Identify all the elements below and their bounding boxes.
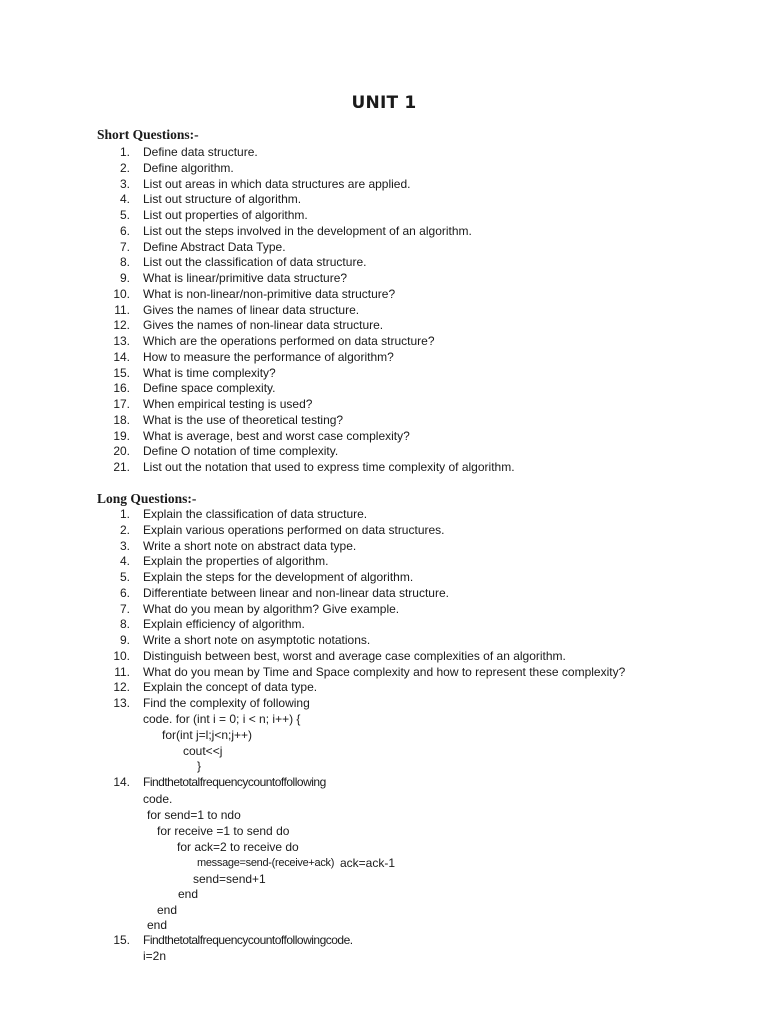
q14-code-line: for receive =1 to send do	[157, 824, 290, 838]
question-item	[0, 161, 768, 177]
question-text: What is time complexity?	[143, 365, 276, 380]
question-item	[0, 554, 768, 570]
question-item	[0, 366, 768, 382]
question-item	[0, 255, 768, 271]
question-item	[0, 287, 768, 303]
question-number: 17.	[113, 397, 130, 411]
question-text: What do you mean by Time and Space complexity and how to represent these complexity?	[143, 664, 626, 679]
question-number: 4.	[119, 192, 130, 207]
question-number: 19.	[113, 428, 130, 443]
question-item	[0, 696, 768, 712]
q15-text: Findthetotalfrequencycountoffollowingcode.	[143, 933, 353, 947]
question-number: 10.	[113, 648, 130, 663]
question-item	[0, 177, 768, 193]
question-number: 12.	[113, 318, 130, 333]
question-number: 3.	[119, 176, 130, 191]
question-item	[0, 570, 768, 586]
q14-code-line: ack=ack-1	[340, 856, 396, 870]
question-number: 1.	[119, 507, 130, 521]
question-text: Define algorithm.	[143, 160, 234, 175]
question-text: When empirical testing is used?	[143, 397, 313, 411]
question-text: Explain the properties of algorithm.	[143, 554, 329, 569]
question-number: 4.	[119, 554, 130, 569]
question-text: What is average, best and worst case complexity?	[143, 428, 410, 443]
question-number: 18.	[113, 412, 130, 427]
question-item	[0, 665, 768, 681]
question-text: Explain efficiency of algorithm.	[143, 617, 305, 632]
question-item	[0, 680, 768, 696]
question-text: Explain the steps for the development of algorithm.	[143, 570, 414, 584]
question-text: How to measure the performance of algorithm?	[143, 349, 394, 364]
question-text: Gives the names of non-linear data structure.	[143, 318, 384, 333]
question-item	[0, 460, 768, 476]
question-text: Which are the operations performed on data structure?	[143, 334, 435, 348]
page-title: UNIT 1	[351, 93, 417, 113]
question-item	[0, 208, 768, 224]
question-text: Distinguish between best, worst and average case complexities of an algorithm.	[143, 648, 566, 663]
question-item	[0, 240, 768, 256]
question-item	[0, 381, 768, 397]
question-number: 7.	[119, 239, 130, 254]
question-text: List out areas in which data structures are applied.	[143, 176, 411, 191]
question-text: List out the notation that used to express time complexity of algorithm.	[143, 460, 515, 474]
question-text: List out the classification of data structure.	[143, 255, 367, 270]
question-text: Explain the classification of data structure.	[143, 507, 368, 521]
question-item	[0, 539, 768, 555]
question-item	[0, 413, 768, 429]
question-text: Explain various operations performed on data structures.	[143, 522, 445, 537]
question-item	[0, 649, 768, 665]
question-item	[0, 633, 768, 649]
question-number: 13.	[113, 334, 130, 348]
question-number: 15.	[113, 365, 130, 380]
q13-code-line: cout<<j	[183, 744, 223, 758]
question-number: 11.	[114, 664, 130, 679]
question-text: What is linear/primitive data structure?	[143, 271, 348, 285]
question-item	[0, 444, 768, 460]
question-text: Write a short note on asymptotic notations.	[143, 633, 371, 647]
question-number: 2.	[119, 522, 130, 537]
long-questions-list	[0, 507, 768, 712]
question-item	[0, 224, 768, 240]
question-item	[0, 350, 768, 366]
question-number: 6.	[119, 585, 130, 600]
q14-code-line: end	[178, 887, 199, 901]
question-number: 20.	[113, 444, 130, 459]
q14-code-line: message=send-(receive+ack)	[197, 857, 335, 869]
q15-code-line: i=2n	[143, 949, 167, 963]
question-text: Differentiate between linear and non-linear data structure.	[143, 585, 449, 600]
question-item	[0, 617, 768, 633]
short-questions-heading: Short Questions:-	[97, 127, 199, 142]
q14-number: 14.	[113, 775, 130, 789]
question-item	[0, 334, 768, 350]
question-number: 1.	[119, 145, 130, 159]
question-text: Define space complexity.	[143, 381, 276, 396]
question-number: 3.	[119, 538, 130, 553]
q14-code-line: code.	[143, 792, 173, 806]
question-number: 5.	[119, 208, 130, 222]
q14-code-line: for send=1 to ndo	[147, 808, 241, 822]
question-item	[0, 523, 768, 539]
q15-number: 15.	[113, 933, 130, 947]
question-text: Find the complexity of following	[143, 696, 310, 710]
question-text: Write a short note on abstract data type.	[143, 538, 357, 553]
question-number: 21.	[113, 460, 130, 474]
question-number: 9.	[119, 271, 130, 285]
question-item	[0, 586, 768, 602]
question-number: 9.	[119, 633, 130, 647]
question-number: 14.	[113, 349, 130, 364]
question-number: 10.	[113, 286, 130, 301]
question-text: List out the steps involved in the development of an algorithm.	[143, 223, 472, 238]
question-number: 2.	[119, 160, 130, 175]
question-item	[0, 602, 768, 618]
q14-code-line: send=send+1	[193, 872, 266, 886]
question-text: List out properties of algorithm.	[143, 208, 308, 222]
question-number: 8.	[119, 617, 130, 632]
question-item	[0, 303, 768, 319]
q14-text: Findthetotalfrequencycountoffollowing	[143, 775, 326, 789]
question-item	[0, 145, 768, 161]
question-item	[0, 192, 768, 208]
question-number: 13.	[113, 696, 130, 710]
question-text: What is the use of theoretical testing?	[143, 412, 344, 427]
question-item	[0, 271, 768, 287]
question-number: 5.	[119, 570, 130, 584]
question-number: 6.	[119, 223, 130, 238]
question-text: What is non-linear/non-primitive data structure?	[143, 286, 396, 301]
question-text: Define Abstract Data Type.	[143, 239, 286, 254]
question-number: 8.	[119, 255, 130, 270]
question-number: 12.	[113, 680, 130, 695]
question-text: Explain the concept of data type.	[143, 680, 318, 695]
short-questions-list	[0, 145, 768, 476]
question-item	[0, 429, 768, 445]
question-item	[0, 507, 768, 523]
q14-code-line: for ack=2 to receive do	[177, 840, 299, 854]
q13-code-line: code. for (int i = 0; i < n; i++) {	[143, 712, 301, 726]
question-number: 16.	[113, 381, 130, 396]
question-item	[0, 318, 768, 334]
question-text: Gives the names of linear data structure.	[143, 302, 360, 317]
question-number: 7.	[119, 601, 130, 616]
q13-code-line: }	[197, 759, 202, 773]
question-number: 11.	[114, 302, 130, 317]
long-questions-heading: Long Questions:-	[97, 491, 197, 506]
question-text: List out structure of algorithm.	[143, 192, 302, 207]
question-item	[0, 397, 768, 413]
question-text: Define O notation of time complexity.	[143, 444, 339, 459]
q13-code-line: for(int j=l;j<n;j++)	[162, 728, 253, 742]
question-text: What do you mean by algorithm? Give example.	[143, 601, 400, 616]
question-text: Define data structure.	[143, 145, 258, 159]
q14-code-line: end	[147, 918, 168, 932]
q14-code-line: end	[157, 903, 178, 917]
